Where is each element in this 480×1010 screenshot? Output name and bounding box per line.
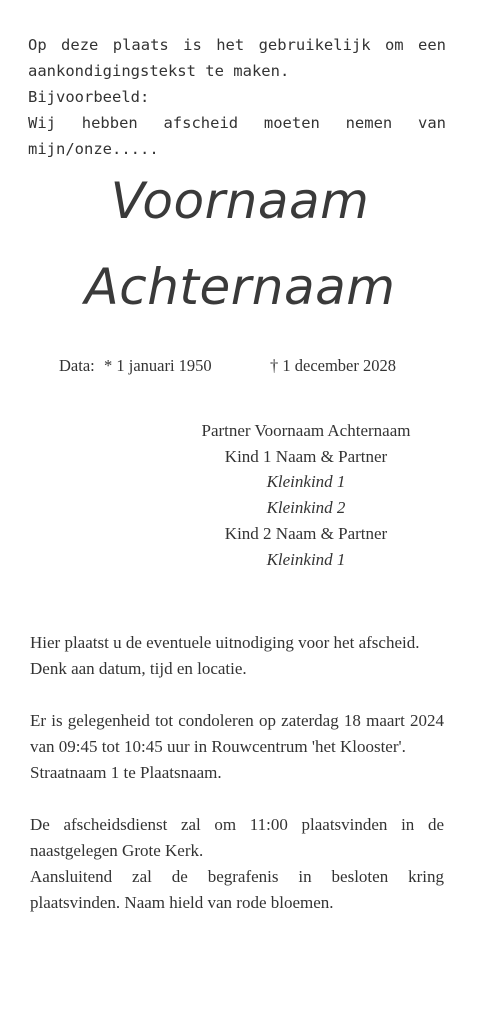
family-grandchild: Kleinkind 1 — [266, 549, 346, 569]
deceased-last-name: Achternaam — [84, 258, 396, 316]
family-child-1: Kind 1 Naam & Partner — [224, 446, 388, 466]
birth-date: * 1 januari 1950 — [104, 356, 212, 375]
invitation-paragraph: Hier plaatst u de eventuele uitnodiging voor het afscheid. — [30, 633, 420, 652]
family-partner: Partner Voornaam Achternaam — [201, 421, 411, 440]
family-child-2: Kind 2 Naam & Partner — [224, 523, 388, 543]
dates-label: Data: — [59, 356, 95, 375]
family-grandchild: Kleinkind 1 — [266, 472, 346, 492]
intro-line-2: Bijvoorbeeld: — [28, 88, 150, 106]
address-line: Straatnaam 1 te Plaatsnaam. — [30, 763, 222, 782]
intro-line-3: Wij hebben afscheid moeten nemen van mijn/onze..... — [28, 114, 446, 158]
service-paragraph: De afscheidsdienst zal om 11:00 plaatsvinden in de naastgelegen Grote Kerk. — [30, 815, 444, 860]
deceased-first-name: Voornaam — [110, 172, 370, 230]
paragraph-gap — [30, 682, 444, 708]
intro-line-1: Op deze plaats is het gebruikelijk om een aankondigingstekst te maken. — [28, 36, 446, 80]
condolence-paragraph: Er is gelegenheid tot condoleren op zaterdag 18 maart 2024 van 09:45 tot 10:45 uur in Rouwcentrum 'het Klooster'. — [30, 711, 444, 756]
death-date: † 1 december 2028 — [270, 356, 396, 375]
invitation-text — [30, 630, 444, 916]
invitation-paragraph: Denk aan datum, tijd en locatie. — [30, 659, 247, 678]
paragraph-gap — [30, 786, 444, 812]
intro-text — [28, 32, 446, 162]
burial-paragraph: Aansluitend zal de begrafenis in besloten kring plaatsvinden. Naam hield van rode bloemen. — [30, 867, 444, 912]
family-list — [172, 418, 440, 572]
family-grandchild: Kleinkind 2 — [266, 498, 346, 518]
